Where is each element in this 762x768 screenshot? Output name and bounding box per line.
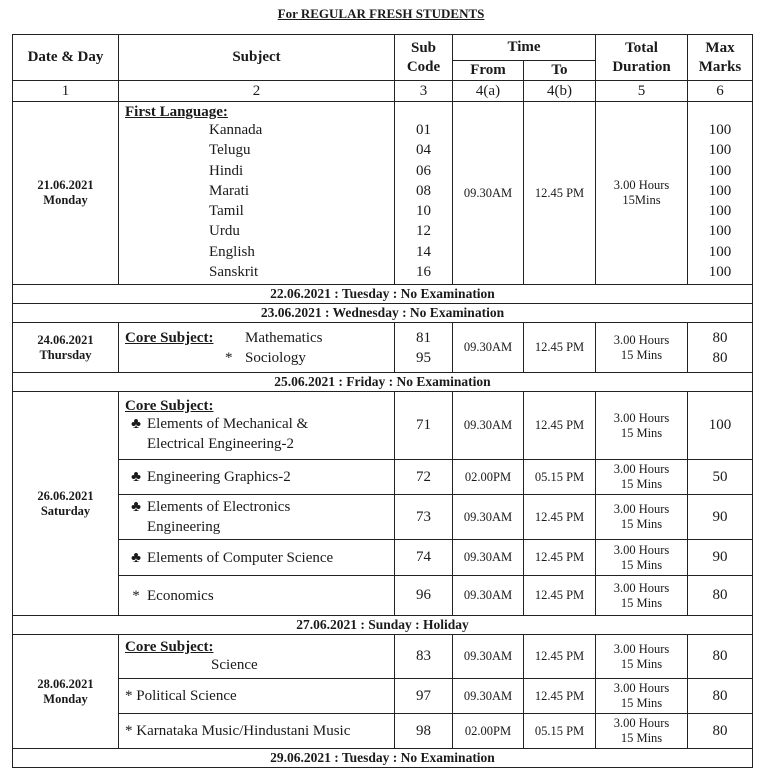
date-cell [13, 392, 119, 616]
sub-code: 01 [416, 122, 431, 138]
header-row-1 [13, 35, 753, 61]
subject-cell [119, 460, 395, 495]
subject-name: * Karnataka Music/Hindustani Music [119, 714, 395, 749]
subject-name: Sociology [245, 349, 306, 366]
subject-cell [119, 495, 395, 540]
sub-code: 96 [395, 576, 453, 616]
max-marks: 100 [708, 142, 732, 159]
code-cell [395, 323, 453, 373]
col-number: 4(a) [453, 81, 524, 102]
header-total-duration: Total Duration [596, 35, 688, 81]
duration-mins: 15 Mins [620, 425, 663, 440]
exam-row-day4 [13, 635, 753, 679]
no-exam-text: 25.06.2021 : Friday : No Examination [13, 373, 753, 392]
column-number-row [13, 81, 753, 102]
subject-name: Science [211, 656, 258, 673]
col-number: 5 [596, 81, 688, 102]
max-marks: 100 [708, 182, 732, 199]
max-marks: 80 [688, 679, 753, 714]
duration-hours: 3.00 Hours [613, 462, 670, 477]
subject-name: Marati [209, 182, 249, 199]
sub-code: 10 [416, 203, 431, 220]
sub-code: 16 [416, 264, 431, 281]
subject-name: Sanskrit [209, 264, 259, 281]
col-number: 3 [395, 81, 453, 102]
time-to: 12.45 PM [524, 576, 596, 616]
duration-hours: 3.00 Hours [613, 332, 670, 347]
time-to: 12.45 PM [524, 495, 596, 540]
exam-row-day3-sub [13, 460, 753, 495]
time-from: 09.30AM [453, 635, 524, 679]
duration-cell [596, 495, 688, 540]
sub-code: 12 [416, 223, 431, 240]
exam-date: 28.06.2021 [37, 676, 94, 691]
duration-cell [596, 323, 688, 373]
sub-code: 08 [416, 182, 431, 199]
subject-cell [119, 392, 395, 460]
subject-group-label: Core Subject: [125, 329, 214, 346]
max-marks: 100 [708, 162, 732, 179]
subject-name: Kannada [209, 122, 263, 138]
date-cell [13, 635, 119, 749]
time-from: 02.00PM [453, 460, 524, 495]
duration-cell [596, 540, 688, 576]
exam-row-day4-sub [13, 714, 753, 749]
duration-cell [596, 392, 688, 460]
sub-code: 83 [395, 635, 453, 679]
time-from: 02.00PM [453, 714, 524, 749]
date-cell [13, 323, 119, 373]
subject-name: Tamil [209, 203, 244, 220]
sub-code: 97 [395, 679, 453, 714]
subject-name-cont: Engineering [147, 519, 221, 536]
time-to: 05.15 PM [524, 714, 596, 749]
header-from: From [453, 61, 524, 81]
duration-mins: 15 Mins [620, 347, 663, 362]
duration-hours: 3.00 Hours [613, 716, 670, 731]
subject-cell [119, 540, 395, 576]
subject-name: Elements of Mechanical & [147, 415, 309, 432]
no-exam-row [13, 749, 753, 768]
time-from: 09.30AM [453, 392, 524, 460]
time-from: 09.30AM [453, 576, 524, 616]
header-date-day: Date & Day [13, 35, 119, 81]
time-to: 12.45 PM [524, 102, 596, 285]
sub-code: 04 [416, 142, 431, 159]
duration-cell [596, 102, 688, 285]
subject-name: * Political Science [119, 679, 395, 714]
time-to: 12.45 PM [524, 635, 596, 679]
no-exam-row [13, 304, 753, 323]
subject-cell [119, 576, 395, 616]
exam-row-day3-sub [13, 576, 753, 616]
no-exam-text: 29.06.2021 : Tuesday : No Examination [13, 749, 753, 768]
time-from: 09.30AM [453, 540, 524, 576]
sub-code: 81 [416, 329, 431, 346]
time-to: 12.45 PM [524, 392, 596, 460]
subject-name: Hindi [209, 162, 244, 179]
sub-code: 72 [395, 460, 453, 495]
duration-hours: 3.00 Hours [613, 580, 670, 595]
sub-code: 71 [395, 392, 453, 460]
no-exam-row [13, 285, 753, 304]
header-subject: Subject [119, 35, 395, 81]
sub-code: 74 [395, 540, 453, 576]
duration-mins: 15 Mins [620, 557, 663, 572]
max-marks: 80 [712, 349, 728, 366]
header-max-marks: Max Marks [688, 35, 753, 81]
max-marks: 100 [708, 223, 732, 240]
time-from: 09.30AM [453, 102, 524, 285]
no-exam-row [13, 373, 753, 392]
sub-code: 14 [416, 243, 431, 260]
sub-code: 06 [416, 162, 431, 179]
exam-day: Monday [43, 193, 88, 208]
max-marks: 80 [688, 635, 753, 679]
col-number: 6 [688, 81, 753, 102]
exam-day: Monday [43, 691, 88, 706]
max-marks: 100 [708, 264, 732, 281]
exam-date: 21.06.2021 [37, 178, 94, 193]
time-from: 09.30AM [453, 323, 524, 373]
duration-hours: 3.00 Hours [613, 542, 670, 557]
duration-mins: 15 Mins [620, 517, 663, 532]
marks-cell [688, 323, 753, 373]
subject-name: Engineering Graphics-2 [147, 469, 291, 486]
max-marks: 80 [688, 714, 753, 749]
col-number: 2 [119, 81, 395, 102]
subject-name-cont: Electrical Engineering-2 [147, 435, 295, 452]
duration-cell [596, 635, 688, 679]
duration-mins: 15 Mins [620, 731, 663, 746]
exam-row-day4-sub [13, 679, 753, 714]
sub-code: 73 [395, 495, 453, 540]
header-sub-code: Sub Code [395, 35, 453, 81]
exam-row-day3-sub [13, 495, 753, 540]
subject-cell [119, 323, 395, 373]
duration-hours: 3.00 Hours [613, 681, 670, 696]
holiday-text: 27.06.2021 : Sunday : Holiday [13, 616, 753, 635]
max-marks: 90 [688, 495, 753, 540]
no-exam-text: 22.06.2021 : Tuesday : No Examination [13, 285, 753, 304]
duration-cell [596, 576, 688, 616]
duration-hours: 3.00 Hours [613, 410, 670, 425]
time-to: 05.15 PM [524, 460, 596, 495]
duration-mins: 15 Mins [620, 477, 663, 492]
time-to: 12.45 PM [524, 679, 596, 714]
subject-group-label: First Language: [125, 104, 228, 120]
sub-code: 98 [395, 714, 453, 749]
exam-day: Saturday [40, 503, 91, 518]
exam-date: 24.06.2021 [37, 332, 94, 347]
holiday-row [13, 616, 753, 635]
duration-cell [596, 460, 688, 495]
club-icon: ♣ [131, 469, 141, 486]
exam-day: Thursday [39, 347, 92, 362]
subject-cell [119, 635, 395, 679]
marks-cell [688, 102, 753, 285]
subject-group-label: Core Subject: [125, 397, 214, 414]
max-marks: 80 [712, 329, 728, 346]
duration-hours: 3.00 Hours [613, 178, 670, 193]
duration-mins: 15 Mins [620, 595, 663, 610]
duration-cell [596, 714, 688, 749]
duration-hours: 3.00 Hours [613, 641, 670, 656]
duration-hours: 3.00 Hours [613, 502, 670, 517]
club-icon: ♣ [131, 499, 141, 516]
max-marks: 100 [688, 392, 753, 460]
exam-row-day2 [13, 323, 753, 373]
max-marks: 100 [708, 203, 732, 220]
subject-cell [119, 102, 395, 285]
col-number: 4(b) [524, 81, 596, 102]
duration-mins: 15 Mins [620, 696, 663, 711]
subject-group-label: Core Subject: [125, 638, 214, 655]
max-marks: 100 [708, 243, 732, 260]
time-from: 09.30AM [453, 679, 524, 714]
asterisk-icon: * [132, 587, 140, 604]
subject-name: Mathematics [245, 329, 323, 346]
exam-row-day3-sub [13, 540, 753, 576]
subject-name: English [209, 243, 255, 260]
exam-timetable [12, 34, 753, 768]
date-cell [13, 102, 119, 285]
code-cell [395, 102, 453, 285]
duration-mins: 15Mins [622, 193, 661, 208]
elective-marker: * [225, 349, 233, 366]
max-marks: 100 [708, 122, 732, 138]
club-icon: ♣ [131, 415, 141, 432]
max-marks: 80 [688, 576, 753, 616]
exam-row-day1 [13, 102, 753, 285]
sub-code: 95 [416, 349, 431, 366]
subject-name: Elements of Electronics [147, 499, 291, 516]
page-title: For REGULAR FRESH STUDENTS [277, 6, 485, 21]
time-from: 09.30AM [453, 495, 524, 540]
col-number: 1 [13, 81, 119, 102]
subject-name: Telugu [209, 142, 251, 159]
duration-cell [596, 679, 688, 714]
subject-name: Economics [147, 587, 214, 604]
max-marks: 50 [688, 460, 753, 495]
subject-name: Elements of Computer Science [147, 549, 334, 566]
time-to: 12.45 PM [524, 540, 596, 576]
duration-mins: 15 Mins [620, 656, 663, 671]
header-time: Time [453, 35, 596, 61]
subject-name: Urdu [209, 223, 240, 240]
exam-date: 26.06.2021 [37, 488, 94, 503]
no-exam-text: 23.06.2021 : Wednesday : No Examination [13, 304, 753, 323]
club-icon: ♣ [131, 549, 141, 566]
max-marks: 90 [688, 540, 753, 576]
exam-row-day3 [13, 392, 753, 460]
header-to: To [524, 61, 596, 81]
time-to: 12.45 PM [524, 323, 596, 373]
